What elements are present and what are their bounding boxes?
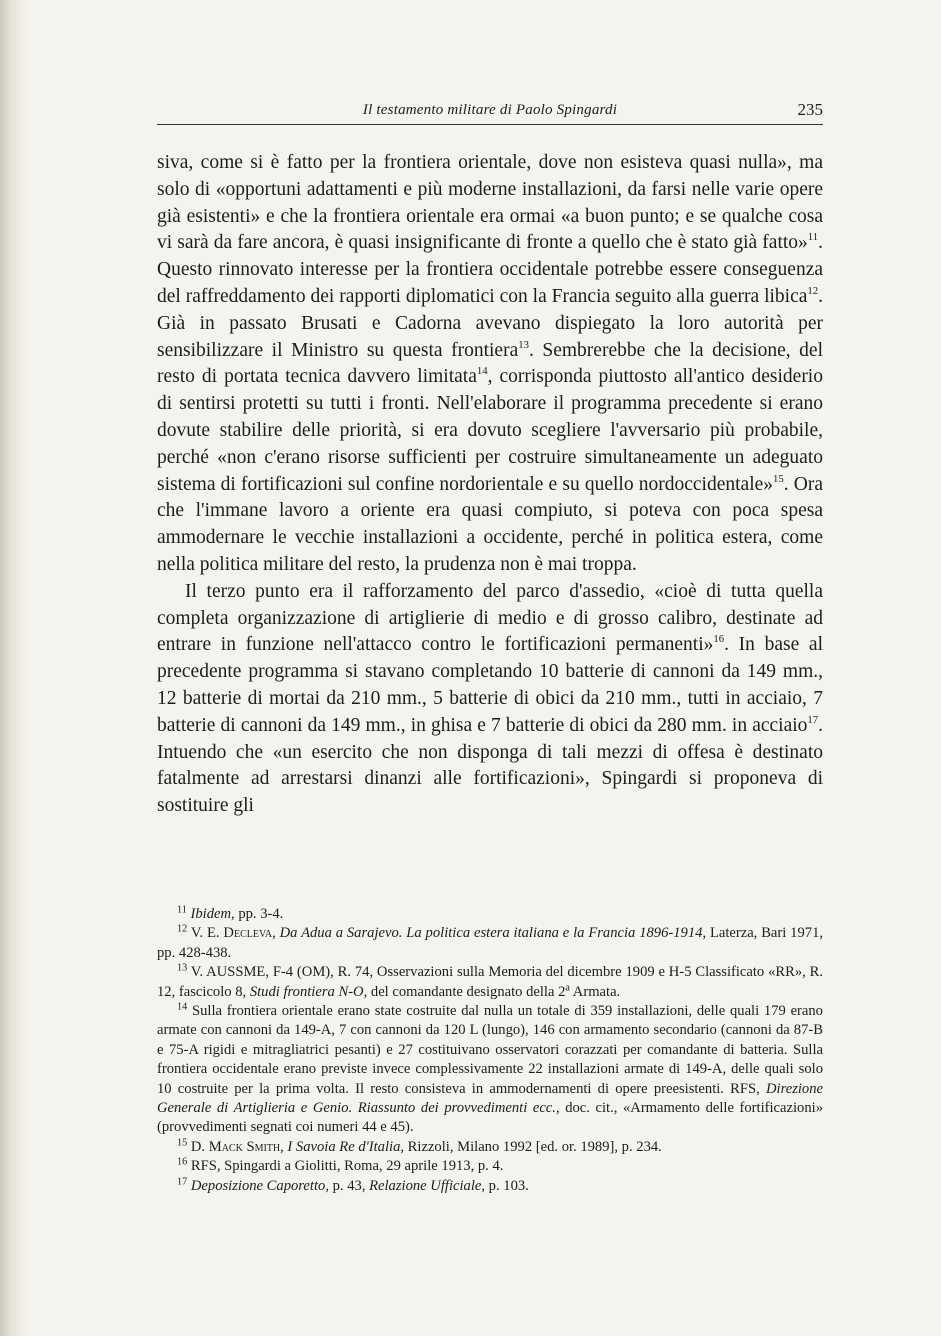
footnote-ref-17[interactable]: 17: [807, 713, 819, 726]
footnotes: [157, 905, 823, 1196]
paragraph-2: Il terzo punto era il rafforzamento del parco d'assedio, «cioè di tutta quella completa organizzazione di artiglierie di medio e di grosso calibro, destinate ad entrare in funzione nell'attacco contro le fortificazioni permanenti»$^{16}$. In base al precedente programma si stavano completando 10 batterie di cannoni da 149 mm., 12 batterie di mortai da 210 mm., 5 batterie di obici da 210 mm., tutti in acciaio, 7 batterie di cannoni da 149 mm., in ghisa e 7 batterie di obici da 280 mm. in acciaio$^{17}$. Intuendo che «un esercito che non disponga di tali mezzi di offesa è destinato fatalmente ad arrestarsi dinanzi alle fortificazioni», Spingardi si proponeva di sostituire gli: [157, 580, 823, 817]
page-header: [157, 98, 823, 125]
footnote-12: $^{12}$ V. E. Decleva, Da Adua a Sarajevo. La politica estera italiana e la Francia 1896-1914, Laterza, Bari 1971, pp. 428-438.: [157, 923, 824, 961]
footnote-ref-16[interactable]: 16: [713, 633, 725, 646]
footnote-ref-14[interactable]: 14: [476, 365, 488, 378]
footnote-16: $^{16}$ RFS, Spingardi a Giolitti, Roma, 29 aprile 1913, p. 4.: [177, 1156, 504, 1175]
page-number: 235: [797, 100, 823, 119]
footnote-13: $^{13}$ V. AUSSME, F-4 (OM), R. 74, Osservazioni sulla Memoria del dicembre 1909 e H-5 Classificato «RR», R. 12, fascicolo 8, Studi frontiera N-O, del comandante designato della 2$^a$ Armata.: [157, 962, 823, 1000]
footnote-ref-15[interactable]: 15: [773, 472, 784, 485]
footnote-11: $^{11}$ Ibidem, pp. 3-4.: [177, 904, 284, 922]
footnote-ref-11[interactable]: 11: [807, 231, 819, 244]
footnote-14: $^{14}$ Sulla frontiera orientale erano state costruite dal nulla un totale di 359 installazioni, delle quali 179 erano armate con cannoni da 149-A, 7 con cannoni da 120 L (lungo), 146 con armamento secondario (cannoni da 87-B e 75-A rigidi e mitragliatrici pesanti) e 27 costituivano osservatori corazzati per comandante di batteria. Sulla frontiera occidentale erano previste invece complessivamente 22 installazioni armate di 149-A, delle quali solo 10 costruite per la prima volta. Il resto consisteva in ammodernamenti di opere preesistenti. RFS, Direzione Generale di Artiglieria e Genio. Riassunto dei provvedimenti ecc., doc. cit., «Armamento delle fortificazioni» (provvedimenti segnati coi numeri 44 e 45).: [157, 1001, 823, 1136]
running-title: Il testamento militare di Paolo Spingardi: [362, 102, 618, 118]
main-text: [157, 150, 823, 820]
footnote-15: $^{15}$ D. Mack Smith, I Savoia Re d'Italia, Rizzoli, Milano 1992 [ed. or. 1989], p. 234.: [177, 1137, 662, 1155]
paragraph-1: siva, come si è fatto per la frontiera orientale, dove non esisteva quasi nulla», ma solo di «opportuni adattamenti e più moderne installazioni, da farsi nelle varie opere già esistenti» e che la frontiera orientale era ormai «a buon punto; e se qualche cosa vi sarà da fare ancora, è quasi insignificante di fronte a quello che è stato già fatto»$^{11}$. Questo rinnovato interesse per la frontiera occidentale potrebbe essere conseguenza del raffreddamento dei rapporti diplomatici con la Francia seguito alla guerra libica$^{12}$. Già in passato Brusati e Cadorna avevano dispiegato la loro autorità per sensibilizzare il Ministro su questa frontiera$^{13}$. Sembrerebbe che la decisione, del resto di portata tecnica davvero limitata$^{14}$, corrisponda piuttosto all'antico desiderio di sentirsi protetti su tutti i fronti. Nell'elaborare il programma precedente si erano dovute stabilire delle priorità, si era dovuto scegliere l'avversario più probabile, perché «non c'erano risorse sufficienti per costruire simultaneamente un adeguato sistema di fortificazioni sul confine nordorientale e su quello nordoccidentale»$^{15}$. Ora che l'immane lavoro a oriente era quasi compiuto, si poteva con poca spesa ammodernare le vecchie installazioni a occidente, perché in politica estera, come nella politica militare del resto, la prudenza non è mai troppa.: [157, 152, 823, 575]
footnote-ref-13[interactable]: 13: [518, 338, 529, 351]
binding-gutter: [0, 0, 28, 1336]
footnote-17: $^{17}$ Deposizione Caporetto, p. 43, Relazione Ufficiale, p. 103.: [177, 1176, 529, 1194]
footnote-ref-12[interactable]: 12: [807, 284, 819, 297]
